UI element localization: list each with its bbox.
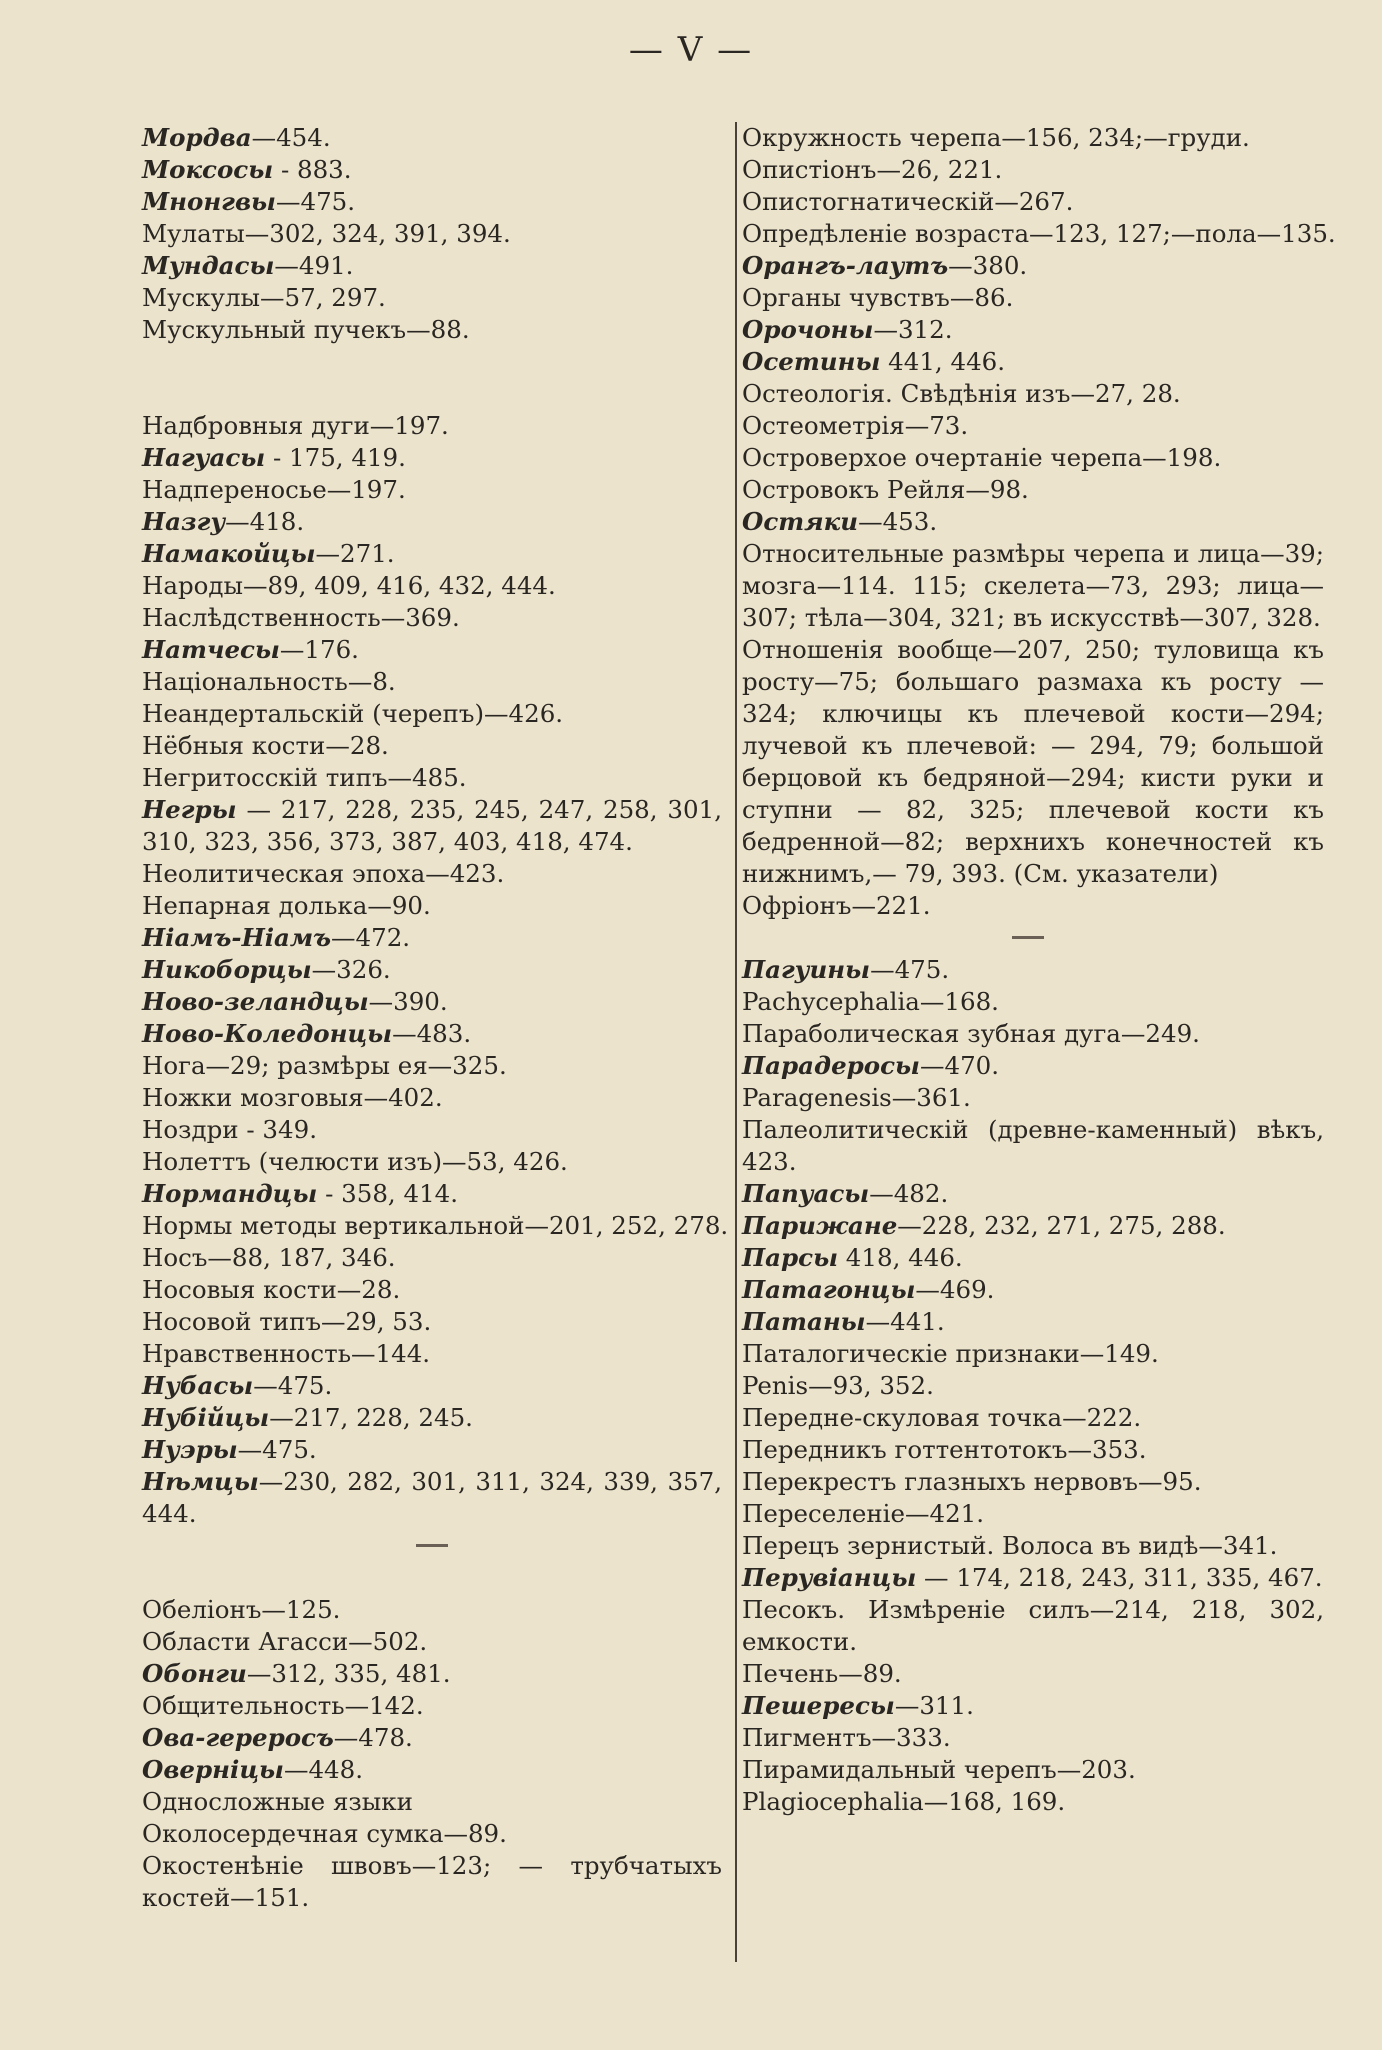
entry-text: Неандертальскій (черепъ)—426. (142, 699, 564, 728)
entry-term: Ніамъ-Ніамъ (142, 923, 332, 952)
index-entry (742, 1498, 1324, 1530)
index-entry (742, 378, 1324, 410)
entry-term: Нубійцы (142, 1403, 270, 1432)
page-number: — V — (628, 30, 754, 70)
index-entry (142, 1210, 729, 1242)
entry-text: Pachycephalia—168. (742, 987, 999, 1016)
entry-term: Мордва (142, 123, 252, 152)
entry-term: Мундасы (142, 251, 275, 280)
entry-text: —217, 228, 245. (269, 1403, 473, 1432)
index-entry (742, 1594, 1324, 1658)
entry-text: —230, 282, 301, 311, 324, 339, 357, 444. (142, 1467, 722, 1528)
index-entry (142, 250, 722, 282)
entry-text: Надбровныя дуги—197. (142, 411, 449, 440)
index-entry (742, 1690, 1324, 1722)
entry-term: Патагонцы (742, 1275, 916, 1304)
entry-text: Мускулы—57, 297. (142, 283, 386, 312)
entry-term: Мнонгвы (142, 187, 276, 216)
index-entry (142, 1274, 722, 1306)
entry-term: Патаны (742, 1307, 866, 1336)
entry-text: —475. (870, 955, 950, 984)
index-entry (142, 634, 722, 666)
entry-term: Нѣмцы (142, 1467, 259, 1496)
entry-text: Перекрестъ глазныхъ нервовъ—95. (742, 1467, 1202, 1496)
index-entry (142, 1402, 722, 1434)
entry-term: Парижане (742, 1211, 898, 1240)
entry-term: Папуасы (742, 1179, 870, 1208)
entry-text: Остеометрія—73. (742, 411, 969, 440)
section-separator (416, 1544, 448, 1547)
entry-text: —312, 335, 481. (246, 1659, 451, 1688)
index-entry (742, 634, 1324, 890)
entry-text: —390. (368, 987, 448, 1016)
entry-term: Пагуины (742, 955, 871, 984)
index-entry (742, 954, 1324, 986)
index-entry (742, 346, 1324, 378)
entry-text: —482. (869, 1179, 949, 1208)
entry-term: Остяки (742, 507, 859, 536)
entry-text: Plagiocephalia—168, 169. (742, 1787, 1066, 1816)
index-entry (142, 282, 722, 314)
entry-text: Пирамидальный черепъ—203. (742, 1755, 1136, 1784)
entry-text: - 358, 414. (317, 1179, 459, 1208)
entry-term: Никоборцы (142, 955, 312, 984)
index-entry (142, 794, 722, 858)
index-entry (142, 570, 722, 602)
index-entry (742, 1530, 1324, 1562)
entry-text: - 175, 419. (265, 443, 406, 472)
entry-text: Области Агасси—502. (142, 1627, 428, 1656)
entry-term: Нагуасы (142, 443, 266, 472)
index-entry (142, 1082, 722, 1114)
index-entry (742, 986, 1324, 1018)
index-entry (742, 1242, 1324, 1274)
index-entry (142, 698, 722, 730)
entry-text: Опредѣленіе возраста—123, 127;—пола—135. (742, 219, 1336, 248)
section-separator (1012, 936, 1044, 939)
right-column (742, 122, 1336, 1818)
index-entry (742, 474, 1324, 506)
entry-text: —454. (251, 123, 331, 152)
entry-text: —453. (858, 507, 938, 536)
index-entry (142, 1114, 722, 1146)
entry-group-n (142, 410, 729, 1530)
entry-text: Паталогическіе признаки—149. (742, 1339, 1159, 1368)
entry-text: —483. (392, 1019, 472, 1048)
entry-text: Нолеттъ (челюсти изъ)—53, 426. (142, 1147, 568, 1176)
entry-text: —311. (894, 1691, 974, 1720)
entry-text: —418. (225, 507, 305, 536)
entry-text: Окостенѣніе швовъ—123; — трубчатыхъ костей—151. (142, 1851, 722, 1912)
index-entry (742, 1338, 1324, 1370)
index-entry (742, 506, 1324, 538)
entry-text: — 174, 218, 243, 311, 335, 467. (916, 1563, 1323, 1592)
index-entry (742, 1050, 1324, 1082)
index-entry (142, 1850, 722, 1914)
entry-text: Penis—93, 352. (742, 1371, 934, 1400)
index-entry (742, 1466, 1324, 1498)
entry-text: Неолитическая эпоха—423. (142, 859, 505, 888)
entry-text: —475. (275, 187, 356, 216)
index-entry (142, 1050, 722, 1082)
index-entry (742, 1658, 1324, 1690)
index-entry (142, 1146, 722, 1178)
index-entry (142, 314, 722, 346)
left-column (142, 122, 729, 1914)
entry-text: 441, 446. (880, 347, 1006, 376)
index-entry (142, 922, 722, 954)
entry-text: Перецъ зернистый. Волоса въ видѣ—341. (742, 1531, 1278, 1560)
entry-text: —491. (274, 251, 354, 280)
entry-text: —312. (873, 315, 953, 344)
index-entry (742, 1786, 1324, 1818)
index-entry (742, 1370, 1324, 1402)
index-entry (742, 282, 1324, 314)
index-entry (142, 1306, 722, 1338)
index-entry (142, 1786, 722, 1818)
entry-term: Орочоны (742, 315, 874, 344)
index-entry (742, 1274, 1324, 1306)
entry-text: —176. (279, 635, 359, 664)
index-entry (742, 410, 1324, 442)
entry-term: Нубасы (142, 1371, 254, 1400)
index-entry (142, 1242, 722, 1274)
entry-text: Общительность—142. (142, 1691, 424, 1720)
entry-text: Относительные размѣры черепа и лица—39; мозга—114. 115; скелета—73, 293; лица—307; тѣла—304, 321; въ искусствѣ—307, 328. (742, 539, 1324, 632)
index-entry (742, 1562, 1324, 1594)
entry-term: Пешересы (742, 1691, 895, 1720)
entry-text: —469. (915, 1275, 995, 1304)
index-entry (742, 1178, 1324, 1210)
index-entry (142, 762, 722, 794)
index-entry (142, 442, 722, 474)
entry-group-o-cont (742, 122, 1336, 922)
index-entry (142, 122, 722, 154)
entry-text: —478. (333, 1723, 413, 1752)
entry-text: Островерхое очертаніе черепа—198. (742, 443, 1222, 472)
entry-text: —470. (919, 1051, 1000, 1080)
entry-text: Отношенія вообще—207, 250; туловища къ росту—75; большаго размаха къ росту — 324; ключицы къ плечевой кости—294; лучевой къ плечевой: — 294, 79; большой берцовой къ бедряной—294; кисти руки и ступни — 82, 325; плечевой кости къ бедренной—82; верхнихъ конечностей къ нижнимъ,— 79, 393. (См. указатели) (742, 635, 1324, 888)
entry-text: —472. (331, 923, 411, 952)
index-entry (742, 186, 1324, 218)
index-entry (142, 410, 722, 442)
index-entry (742, 1434, 1324, 1466)
entry-text: Опистогнатическій—267. (742, 187, 1074, 216)
index-entry (142, 1178, 722, 1210)
index-entry (742, 890, 1324, 922)
index-entry (742, 1754, 1324, 1786)
entry-text: Параболическая зубная дуга—249. (742, 1019, 1200, 1048)
index-entry (742, 1082, 1324, 1114)
entry-text: —448. (283, 1755, 363, 1784)
spacer (142, 346, 722, 410)
index-entry (142, 1434, 722, 1466)
index-entry (742, 1402, 1324, 1434)
spacer (142, 1562, 722, 1594)
entry-text: Народы—89, 409, 416, 432, 444. (142, 571, 556, 600)
entry-term: Намакойцы (142, 539, 316, 568)
index-entry (142, 506, 722, 538)
entry-term: Осетины (742, 347, 881, 376)
entry-text: — 217, 228, 235, 245, 247, 258, 301, 310, 323, 356, 373, 387, 403, 418, 474. (142, 795, 722, 856)
entry-text: Окружность черепа—156, 234;—груди. (742, 123, 1250, 152)
entry-term: Парадеросы (742, 1051, 920, 1080)
entry-text: Негритосскій типъ—485. (142, 763, 467, 792)
entry-term: Парсы (742, 1243, 839, 1272)
index-entry (742, 1722, 1324, 1754)
entry-text: —475. (237, 1435, 317, 1464)
entry-text: Носовыя кости—28. (142, 1275, 401, 1304)
entry-text: Мускульный пучекъ—88. (142, 315, 470, 344)
entry-text: Нога—29; размѣры ея—325. (142, 1051, 507, 1080)
entry-term: Натчесы (142, 635, 280, 664)
entry-group-m (142, 122, 722, 346)
index-entry (142, 1594, 722, 1626)
entry-text: Односложные языки (142, 1787, 413, 1816)
index-entry (142, 218, 722, 250)
entry-text: Органы чувствъ—86. (742, 283, 1014, 312)
entry-term: Негры (142, 795, 237, 824)
index-entry (142, 954, 722, 986)
index-entry (742, 314, 1324, 346)
entry-text: —326. (311, 955, 391, 984)
index-entry (142, 1690, 722, 1722)
index-entry (142, 1722, 722, 1754)
index-entry (742, 1306, 1324, 1338)
entry-text: Офріонъ—221. (742, 891, 931, 920)
entry-text: Обеліонъ—125. (142, 1595, 341, 1624)
entry-group-p (742, 954, 1324, 1818)
entry-text: Національность—8. (142, 667, 396, 696)
index-entry (142, 666, 722, 698)
entry-term: Назгу (142, 507, 226, 536)
index-entry (742, 1210, 1324, 1242)
entry-term: Оверніцы (142, 1755, 284, 1784)
index-entry (142, 474, 722, 506)
entry-text: Опистіонъ—26, 221. (742, 155, 1003, 184)
entry-term: Перувіанцы (742, 1563, 917, 1592)
entry-text: Пигментъ—333. (742, 1723, 951, 1752)
entry-text: Мулаты—302, 324, 391, 394. (142, 219, 511, 248)
index-entry (742, 538, 1324, 634)
entry-text: Надпереносье—197. (142, 475, 406, 504)
entry-text: Переселеніе—421. (742, 1499, 985, 1528)
index-entry (142, 1658, 722, 1690)
entry-text: Нравственность—144. (142, 1339, 431, 1368)
entry-text: —271. (315, 539, 395, 568)
index-entry (142, 1370, 722, 1402)
index-entry (142, 602, 722, 634)
index-entry (142, 858, 722, 890)
index-entry (142, 1818, 722, 1850)
entry-text: Нормы методы вертикальной—201, 252, 278. (142, 1211, 729, 1240)
entry-term: Ново-зеландцы (142, 987, 369, 1016)
index-entry (142, 1018, 722, 1050)
entry-text: Носовой типъ—29, 53. (142, 1307, 432, 1336)
entry-term: Ново-Коледонцы (142, 1019, 393, 1048)
entry-text: Островокъ Рейля—98. (742, 475, 1029, 504)
index-entry (742, 442, 1324, 474)
index-entry (142, 1754, 722, 1786)
index-entry (142, 730, 722, 762)
index-entry (742, 122, 1324, 154)
entry-text: Палеолитическій (древне-каменный) вѣкъ, 423. (742, 1115, 1324, 1176)
entry-text: 418, 446. (838, 1243, 963, 1272)
entry-term: Нормандцы (142, 1179, 318, 1208)
entry-text: Передне-скуловая точка—222. (742, 1403, 1142, 1432)
entry-term: Моксосы (142, 155, 274, 184)
entry-term: Обонги (142, 1659, 247, 1688)
entry-text: Наслѣдственность—369. (142, 603, 460, 632)
entry-text: Околосердечная сумка—89. (142, 1819, 507, 1848)
entry-text: Paragenesis—361. (742, 1083, 971, 1112)
entry-text: —475. (253, 1371, 333, 1400)
entry-text: Носъ—88, 187, 346. (142, 1243, 396, 1272)
column-divider (735, 122, 737, 1962)
index-entry (742, 250, 1324, 282)
index-entry (742, 218, 1336, 250)
entry-group-o (142, 1594, 722, 1914)
index-entry (142, 890, 722, 922)
entry-term: Орангъ-лаутъ (742, 251, 949, 280)
index-entry (142, 186, 722, 218)
entry-text: Печень—89. (742, 1659, 902, 1688)
entry-text: Передникъ готтентотокъ—353. (742, 1435, 1147, 1464)
index-entry (142, 154, 722, 186)
index-entry (142, 538, 722, 570)
entry-text: —380. (948, 251, 1028, 280)
entry-text: - 883. (273, 155, 352, 184)
entry-term: Нуэры (142, 1435, 238, 1464)
entry-text: —228, 232, 271, 275, 288. (897, 1211, 1226, 1240)
entry-text: Непарная долька—90. (142, 891, 431, 920)
entry-text: Нёбныя кости—28. (142, 731, 389, 760)
entry-text: Ножки мозговыя—402. (142, 1083, 443, 1112)
entry-text: Ноздри - 349. (142, 1115, 317, 1144)
index-entry (142, 1466, 722, 1530)
index-entry (142, 986, 722, 1018)
entry-text: Остеологія. Свѣдѣнія изъ—27, 28. (742, 379, 1181, 408)
index-entry (742, 1018, 1324, 1050)
index-entry (742, 1114, 1324, 1178)
entry-text: Песокъ. Измѣреніе силъ—214, 218, 302, емкости. (742, 1595, 1324, 1656)
entry-term: Ова-гереросъ (142, 1723, 334, 1752)
entry-text: —441. (865, 1307, 945, 1336)
index-entry (142, 1338, 722, 1370)
index-entry (742, 154, 1324, 186)
index-entry (142, 1626, 722, 1658)
